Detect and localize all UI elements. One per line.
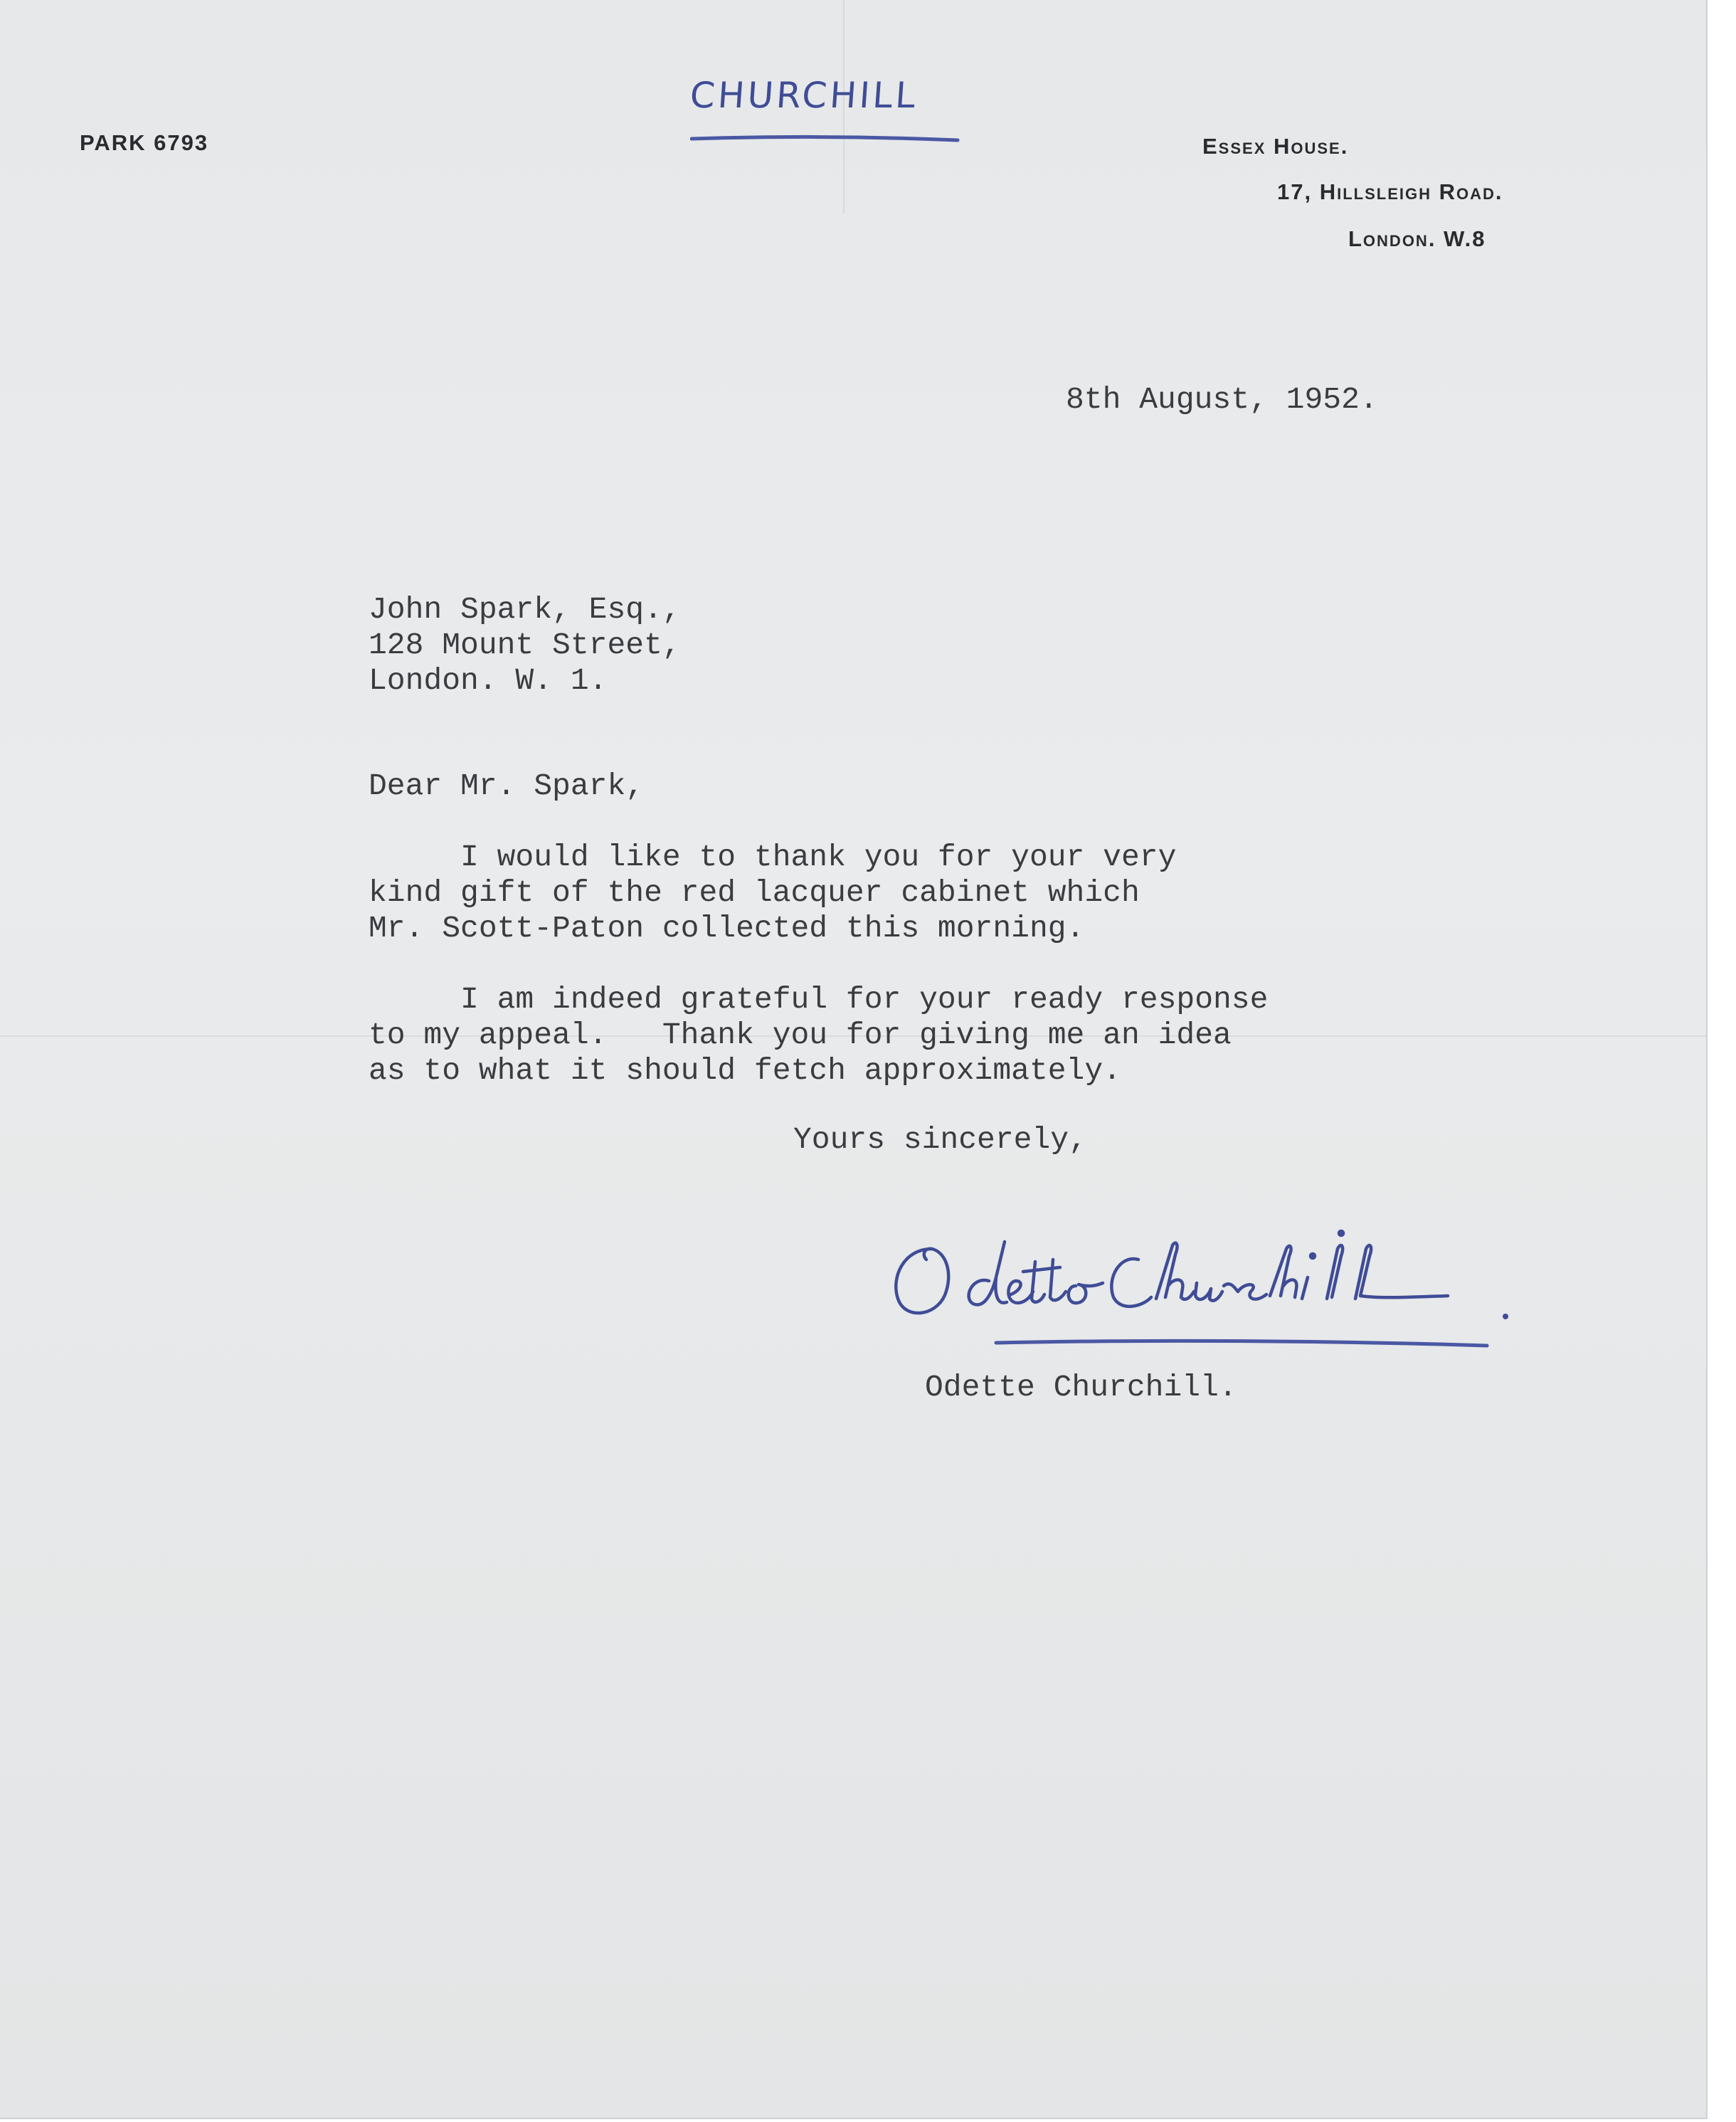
letterhead-telephone: PARK 6793 — [80, 130, 209, 155]
body-paragraph-1-line-1: I would like to thank you for your very — [369, 840, 1177, 875]
handwritten-signature — [882, 1220, 1508, 1363]
handwritten-annotation: CHURCHILL — [688, 75, 920, 116]
recipient-line-3: London. W. 1. — [369, 663, 608, 698]
salutation: Dear Mr. Spark, — [369, 769, 645, 803]
body-paragraph-1-line-3: Mr. Scott-Paton collected this morning. — [369, 911, 1085, 946]
body-paragraph-2-line-1: I am indeed grateful for your ready response — [369, 982, 1269, 1017]
closing: Yours sincerely, — [793, 1122, 1087, 1157]
recipient-line-2: 128 Mount Street, — [369, 628, 681, 663]
typed-signatory-name: Odette Churchill. — [925, 1370, 1237, 1405]
letterhead-address-line-2: 17, Hillsleigh Road. — [1277, 179, 1503, 204]
annotation-underline — [690, 132, 960, 146]
recipient-line-1: John Spark, Esq., — [369, 592, 681, 627]
body-paragraph-2-line-2: to my appeal. Thank you for giving me an idea — [369, 1018, 1232, 1052]
body-paragraph-1-line-2: kind gift of the red lacquer cabinet which — [369, 875, 1140, 910]
letterhead-address-line-3: London. W.8 — [1348, 226, 1486, 251]
body-paragraph-2-line-3: as to what it should fetch approximately. — [369, 1053, 1121, 1088]
letterhead-address-line-1: Essex House. — [1202, 134, 1349, 159]
letter-date: 8th August, 1952. — [1066, 382, 1378, 417]
